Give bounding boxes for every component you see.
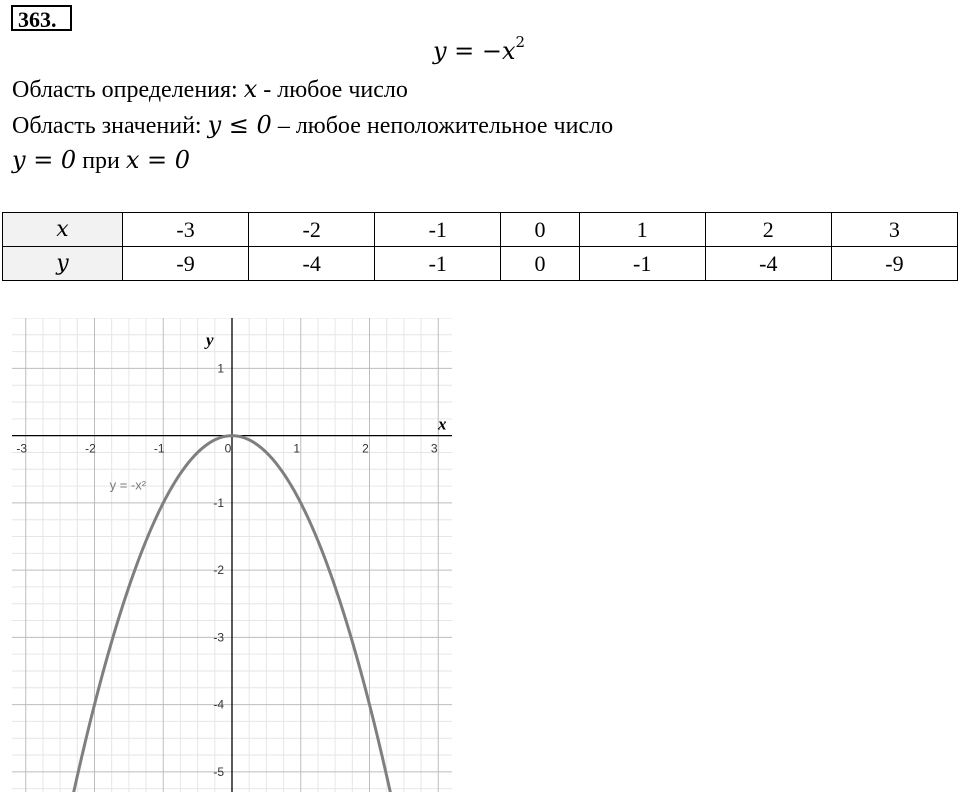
values-table [2, 212, 958, 281]
table-cell: -9 [831, 247, 957, 281]
table-cell: 3 [831, 213, 957, 247]
zero-x: x = 0 [125, 146, 191, 174]
table-cell: 0 [501, 213, 579, 247]
table-cell: -9 [123, 247, 249, 281]
formula-base: y = −x [432, 37, 516, 65]
range-line [12, 111, 613, 140]
y-tick-label: -1 [213, 495, 224, 510]
y-tick-label: -2 [213, 563, 224, 578]
range-inequality: y ≤ 0 [207, 111, 272, 139]
range-description: – любое неположительное число [271, 113, 614, 139]
table-cell: -2 [249, 213, 375, 247]
zero-line [12, 146, 190, 175]
domain-line [12, 75, 408, 104]
table-cell: -1 [375, 247, 501, 281]
table-cell: 2 [705, 213, 831, 247]
problem-number: 363. [11, 5, 72, 31]
domain-variable: x [243, 75, 258, 103]
table-cell: -3 [123, 213, 249, 247]
formula-exponent: 2 [515, 33, 526, 51]
x-tick-label: -3 [16, 441, 28, 456]
x-axis-label: x [438, 414, 447, 434]
y-axis-label: y [206, 330, 214, 350]
x-tick-label: 3 [430, 441, 438, 456]
x-tick-label: -1 [153, 441, 165, 456]
x-tick-label: 1 [293, 441, 301, 456]
curve-label: y = -x² [109, 477, 147, 493]
domain-text: Область определения: [12, 77, 244, 103]
x-tick-label: 2 [362, 441, 369, 456]
table-header-y: y [3, 247, 123, 281]
table-cell: -4 [249, 247, 375, 281]
y-tick-label: 1 [217, 361, 224, 376]
table-row-y [3, 247, 958, 281]
y-tick-label: -5 [213, 764, 224, 779]
table-cell: -4 [705, 247, 831, 281]
y-tick-label: -3 [213, 630, 224, 645]
table-row-x [3, 213, 958, 247]
table-cell: -1 [375, 213, 501, 247]
table-cell: 0 [501, 247, 579, 281]
zero-text: при [76, 148, 126, 174]
x-tick-label: 0 [224, 441, 232, 456]
range-text: Область значений: [12, 113, 208, 139]
table-cell: 1 [579, 213, 705, 247]
table-cell: -1 [579, 247, 705, 281]
x-tick-label: -2 [85, 441, 96, 456]
zero-y: y = 0 [12, 146, 77, 174]
function-formula [0, 33, 960, 66]
y-tick-label: -4 [213, 697, 224, 712]
table-header-x: x [3, 213, 123, 247]
function-graph [12, 318, 452, 792]
domain-description: - любое число [257, 77, 408, 103]
